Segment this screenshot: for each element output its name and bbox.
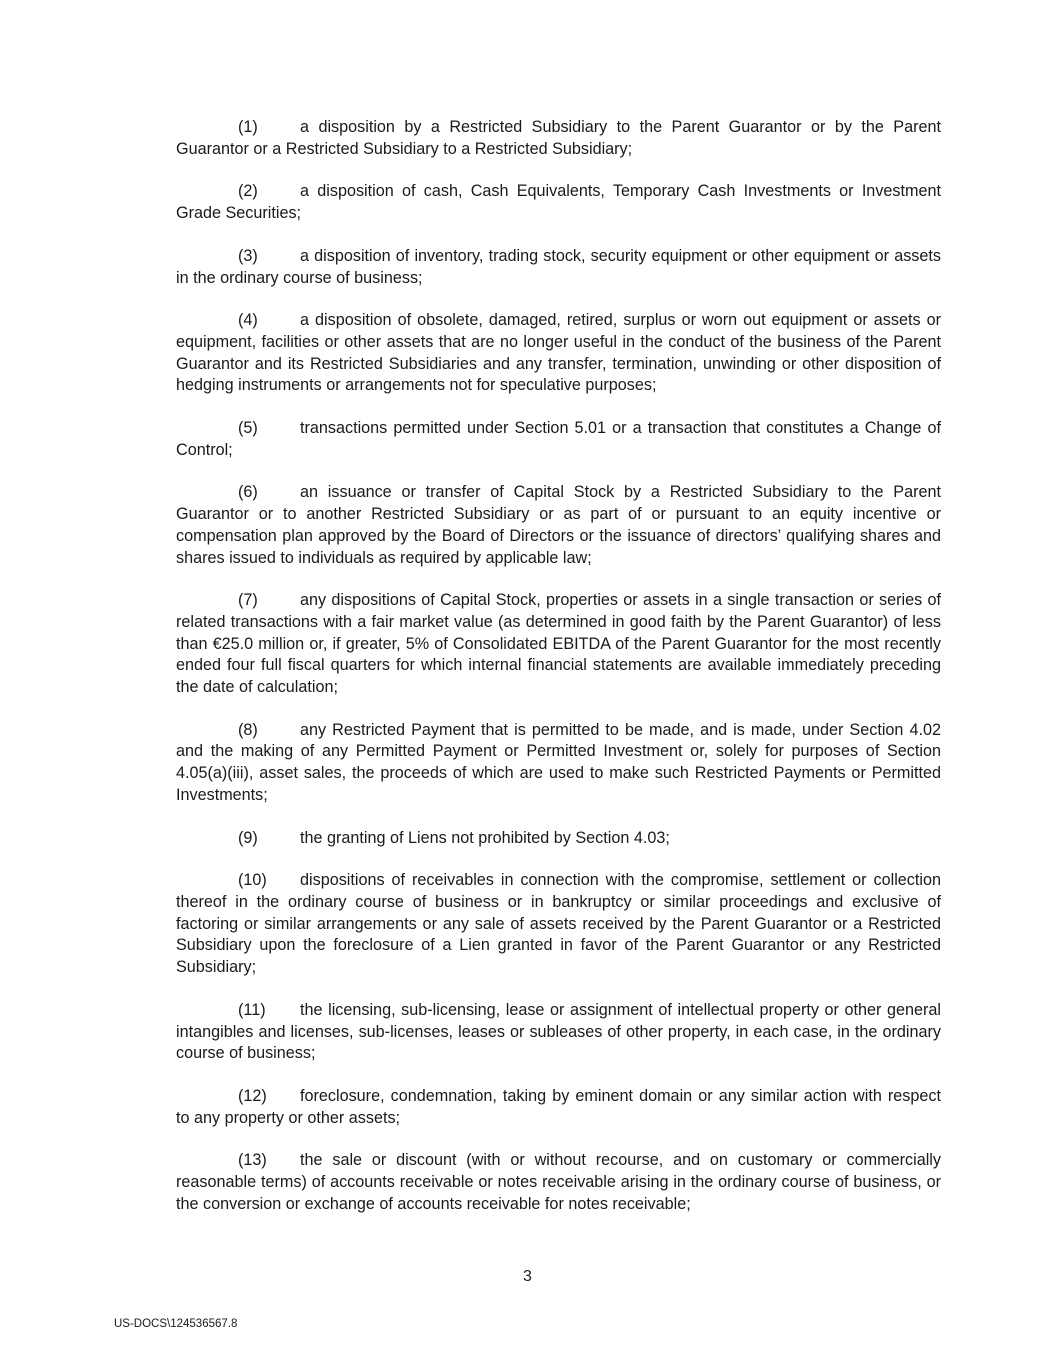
list-item — [176, 310, 941, 397]
item-number: (10) — [238, 871, 267, 890]
item-number: (8) — [238, 720, 258, 739]
item-text: a disposition of inventory, trading stock, security equipment or other equipment or assets in the ordinary course of business; — [176, 246, 941, 287]
item-number: (9) — [238, 828, 258, 847]
item-text: any dispositions of Capital Stock, properties or assets in a single transaction or series of related transactions with a fair market value (as determined in good faith by the Parent Guarantor) of less than €25.0 million or, if greater, 5% of Consolidated EBITDA of the Parent Guarantor for the most recently ended four full fiscal quarters for which internal financial statements are available immediately preceding the date of calculation; — [176, 591, 941, 697]
list-item — [176, 720, 941, 807]
item-text: the licensing, sub-licensing, lease or assignment of intellectual property or other general intangibles and licenses, sub-licenses, leases or subleases of other property, in each case, in the ordinary course of business; — [176, 1000, 941, 1063]
document-body — [176, 117, 941, 1236]
item-text: dispositions of receivables in connection with the compromise, settlement or collection thereof in the ordinary course of business or in bankruptcy or similar proceedings and exclusive of factoring or similar arrangements or any sale of assets received by the Parent Guarantor or a Restricted Subsidiary upon the foreclosure of a Lien granted in favor of the Parent Guarantor or any Restricted Subsidiary; — [176, 871, 941, 977]
item-number: (7) — [238, 591, 258, 610]
item-number: (1) — [238, 118, 258, 136]
item-text: a disposition by a Restricted Subsidiary to the Parent Guarantor or by the Parent Guarantor or a Restricted Subsidiary to a Restricted Subsidiary; — [176, 118, 941, 158]
item-text: a disposition of obsolete, damaged, retired, surplus or worn out equipment or assets or equipment, facilities or other assets that are no longer useful in the conduct of the business of the Parent Guarantor and its Restricted Subsidiaries and any transfer, termination, unwinding or other disposition of hedging instruments or arrangements not for speculative purposes; — [176, 311, 941, 395]
item-text: transactions permitted under Section 5.01 or a transaction that constitutes a Change of Control; — [176, 419, 941, 459]
list-item — [176, 1086, 941, 1129]
item-number: (3) — [238, 246, 258, 265]
list-item — [176, 828, 941, 850]
item-text: foreclosure, condemnation, taking by eminent domain or any similar action with respect to any property or other assets; — [176, 1086, 941, 1127]
item-text: a disposition of cash, Cash Equivalents, Temporary Cash Investments or Investment Grade Securities; — [176, 182, 941, 223]
item-text: an issuance or transfer of Capital Stock by a Restricted Subsidiary to the Parent Guarantor or to another Restricted Subsidiary or as part of or pursuant to an equity incentive or compensation plan approved by the Board of Directors or the issuance of directors’ qualifying shares and shares issued to individuals as required by applicable law; — [176, 483, 941, 567]
item-number: (13) — [238, 1151, 267, 1170]
list-item — [176, 482, 941, 569]
list-item — [176, 246, 941, 289]
item-number: (11) — [238, 1000, 266, 1019]
item-text: the granting of Liens not prohibited by Section 4.03; — [300, 828, 670, 847]
item-number: (6) — [238, 483, 258, 502]
page-number: 3 — [523, 1268, 532, 1285]
list-item — [176, 870, 941, 979]
list-item — [176, 1150, 941, 1215]
item-number: (2) — [238, 182, 258, 201]
list-item — [176, 418, 941, 461]
item-number: (12) — [238, 1086, 267, 1105]
item-text: the sale or discount (with or without recourse, and on customary or commercially reasonable terms) of accounts receivable or notes receivable arising in the ordinary course of business, or the conversion or exchange of accounts receivable for notes receivable; — [176, 1151, 941, 1213]
item-number: (4) — [238, 311, 258, 330]
list-item — [176, 590, 941, 699]
document-id: US-DOCS\124536567.8 — [114, 1318, 238, 1330]
list-item — [176, 117, 941, 160]
list-item — [176, 181, 941, 224]
item-text: any Restricted Payment that is permitted to be made, and is made, under Section 4.02 and the making of any Permitted Payment or Permitted Investment or, solely for purposes of Section 4.05(a)(iii), asset sales, the proceeds of which are used to make such Restricted Payments or Permitted Investments; — [176, 720, 941, 804]
list-item — [176, 1000, 941, 1065]
item-number: (5) — [238, 419, 258, 438]
